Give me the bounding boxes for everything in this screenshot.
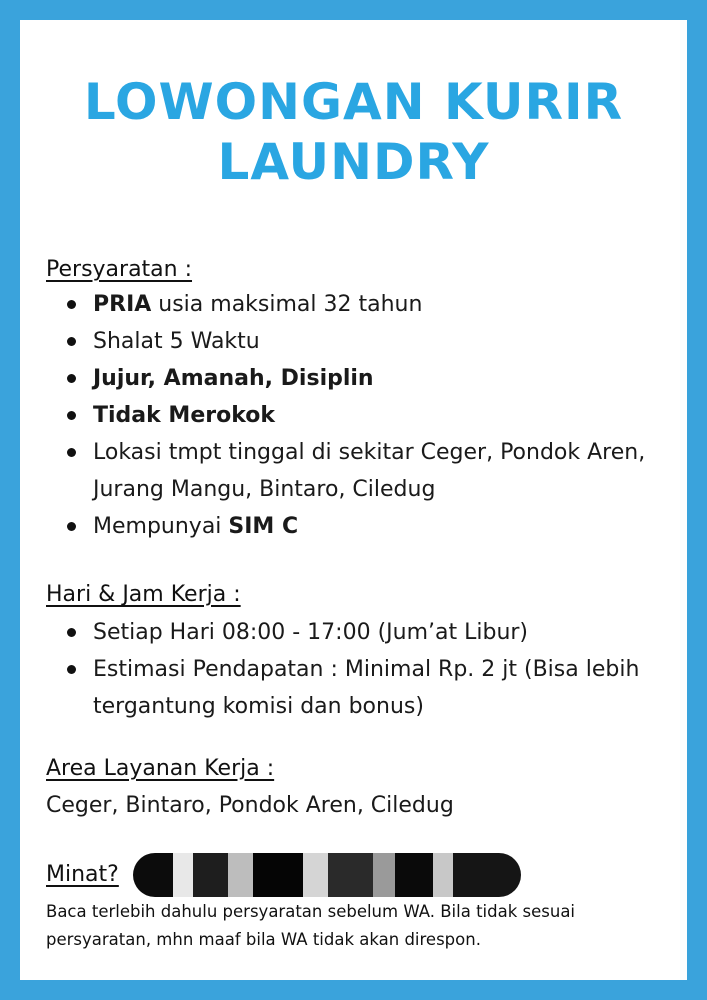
item-prefix: Mempunyai <box>93 514 229 539</box>
list-item <box>46 323 676 360</box>
list-item <box>46 397 676 434</box>
contact-note: Baca terlebih dahulu persyaratan sebelum WA. Bila tidak sesuai persyaratan, mhn maaf bila WA tidak akan direspon. <box>46 902 576 949</box>
poster-title <box>0 72 707 192</box>
item-text: Shalat 5 Waktu <box>93 329 260 354</box>
title-line-1: LOWONGAN KURIR <box>83 73 624 131</box>
requirements-heading: Persyaratan : <box>46 257 193 282</box>
list-item <box>46 360 676 397</box>
bullet-icon <box>67 337 76 346</box>
bullet-icon <box>67 411 76 420</box>
bullet-icon <box>67 522 76 531</box>
list-item <box>46 614 676 651</box>
work-hours-heading: Hari & Jam Kerja : <box>46 582 241 607</box>
item-bold: SIM C <box>228 514 299 539</box>
list-item <box>46 651 676 725</box>
requirements-list <box>46 286 676 545</box>
redacted-contact-number <box>133 853 521 897</box>
item-bold: PRIA <box>93 292 152 317</box>
list-item <box>46 508 676 545</box>
bullet-icon <box>67 374 76 383</box>
list-item <box>46 434 676 508</box>
service-area-text: Ceger, Bintaro, Pondok Aren, Ciledug <box>46 793 454 818</box>
contact-heading: Minat? <box>46 862 119 887</box>
bullet-icon <box>67 628 76 637</box>
list-item <box>46 286 676 323</box>
bullet-icon <box>67 300 76 309</box>
item-bold: Jujur, Amanah, Disiplin <box>93 366 374 391</box>
item-text: Lokasi tmpt tinggal di sekitar Ceger, Pondok Aren, Jurang Mangu, Bintaro, Ciledug <box>93 440 646 502</box>
item-bold: Tidak Merokok <box>93 403 275 428</box>
work-hours-list <box>46 614 676 725</box>
title-line-2: LAUNDRY <box>217 133 490 191</box>
item-text: usia maksimal 32 tahun <box>151 292 423 317</box>
service-area-heading: Area Layanan Kerja : <box>46 756 275 781</box>
item-text: Setiap Hari 08:00 - 17:00 (Jum’at Libur) <box>93 620 529 645</box>
item-text: Estimasi Pendapatan : Minimal Rp. 2 jt (Bisa lebih tergantung komisi dan bonus) <box>93 657 640 719</box>
bullet-icon <box>67 448 76 457</box>
bullet-icon <box>67 665 76 674</box>
